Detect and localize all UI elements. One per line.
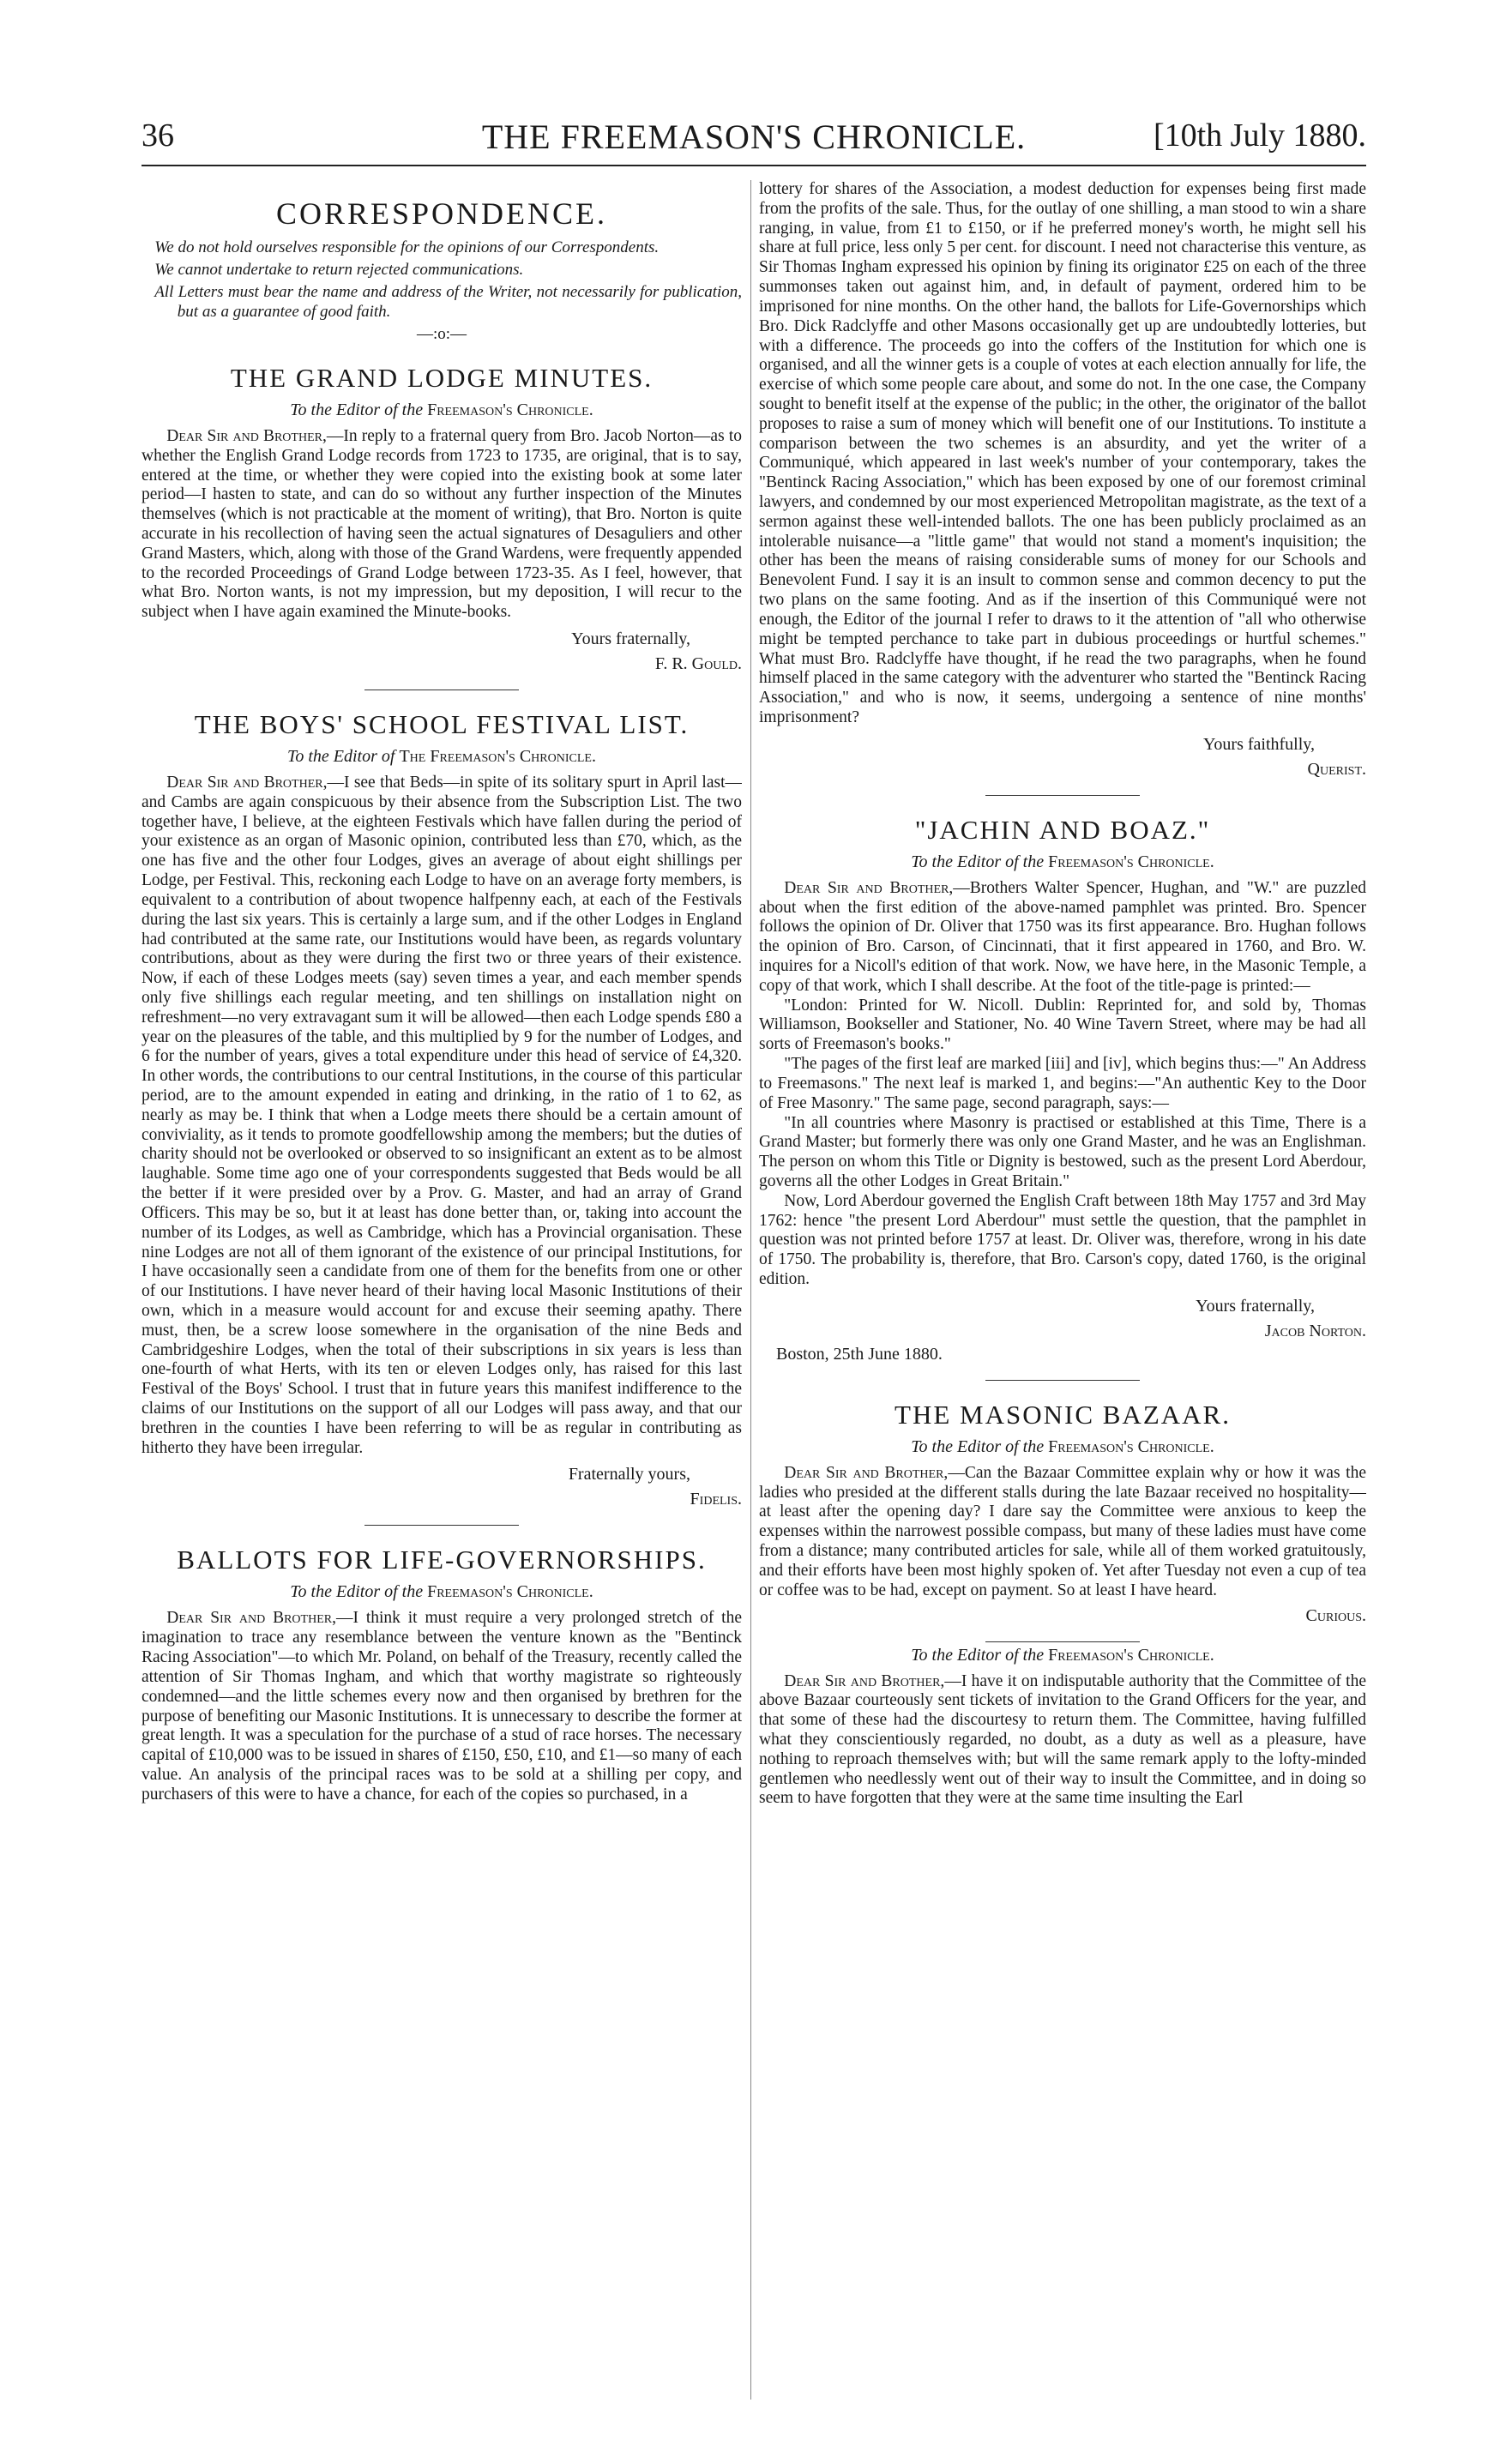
letter-body: [142, 427, 742, 623]
article-addressee: [142, 747, 742, 767]
left-column: [142, 180, 742, 2417]
page-number: 36: [142, 117, 174, 154]
article-boys-school-festival: [142, 709, 742, 1526]
addressee-prefix: To the Editor of the: [911, 1436, 1045, 1456]
editorial-notice-1: We do not hold ourselves responsible for the opinions of our Correspondents.: [154, 238, 660, 256]
divider: [985, 1641, 1140, 1642]
article-jachin-and-boaz: [759, 815, 1366, 1381]
salutation: Dear Sir and Brother,: [784, 1671, 945, 1690]
right-column: [759, 180, 1366, 2417]
quotation: "London: Printed for W. Nicoll. Dublin: Reprinted for, and sold by, Thomas Williamson, Bookseller and Stationer, No. 40 Wine Tavern Street, where may be had all sorts of Freemason's books.": [759, 996, 1366, 1054]
letter-signature: Querist.: [1307, 759, 1366, 779]
letter-signature: Jacob Norton.: [1264, 1321, 1366, 1340]
letter-body: [759, 1464, 1366, 1601]
addressee-prefix: To the Editor of the: [911, 852, 1045, 871]
article-masonic-bazaar: [759, 1400, 1366, 1642]
article-title: "JACHIN AND BOAZ.": [914, 814, 1211, 845]
addressee-paper: Freemason's Chronicle.: [1048, 852, 1214, 871]
letter-text: —I think it must require a very prolonged stretch of the imagination to trace any resemblance between the venture known as the "Bentinck Racing Association"—to which Mr. Poland, on behalf of the Treasury, recently called the attention of Sir Thomas Ingham, and which that worthy magistrate so righteously condemned—and the little schemes every now and then organised by brethren for the purpose of benefiting our Masonic Institutions. It is unnecessary to describe the former at great length. It was a speculation for the purchase of a stud of race horses. The necessary capital of £10,000 was to be issued in shares of £150, £50, £10, and £1—so many of each value. An analysis of the principal races was to be sold at a shilling per copy, and purchasers of this were to have a chance, for each of the copies so purchased, in a: [142, 1609, 742, 1804]
divider: [985, 795, 1140, 796]
newspaper-title: THE FREEMASON'S CHRONICLE.: [481, 117, 1027, 156]
addressee-paper: Freemason's Chronicle.: [427, 1582, 593, 1602]
article-title: THE MASONIC BAZAAR.: [895, 1399, 1231, 1430]
letter-body: [142, 774, 742, 1458]
issue-date: [10th July 1880.: [1153, 117, 1366, 154]
divider: [364, 1525, 519, 1526]
letter-body: [142, 1609, 742, 1804]
addressee-prefix: To the Editor of the: [911, 1645, 1045, 1665]
letter-text: —In reply to a fraternal query from Bro. Jacob Norton—as to whether the English Grand Lodge records from 1723 to 1735, are original, that is to say, entered at the time, or whether they were copied into the existing book at some later period—I hasten to state, and can do so without any further inspection of the Minutes themselves (which is not practicable at the moment of writing), that Bro. Norton is quite accurate in his recollection of having seen the actual signatures of Desaguliers and other Grand Masters, which, along with those of the Grand Wardens, were frequently appended to the recorded Proceedings of Grand Lodge between 1723-35. As I feel, however, that what Bro. Norton wants, is not my impression, but my deposition, I will recur to the subject when I have again examined the Minute-books.: [142, 426, 742, 622]
letter-closing: Yours faithfully,: [1202, 734, 1315, 754]
article-ballots-continued: [759, 180, 1366, 796]
addressee-prefix: To the Editor of the: [290, 1582, 424, 1602]
letter-closing: Yours fraternally,: [571, 629, 690, 648]
salutation: Dear Sir and Brother,: [166, 774, 328, 792]
letter-closing: Yours fraternally,: [1196, 1296, 1315, 1316]
editorial-notice-2: We cannot undertake to return rejected communications.: [154, 261, 524, 280]
letter-paragraph: Now, Lord Aberdour governed the English Craft between 18th May 1757 and 3rd May 1762: hence "the present Lord Aberdour" must settle the question, that the pamphlet in question was not printed before 1757 at least. Dr. Oliver was, therefore, wrong in his date of 1750. The probability is, therefore, that Bro. Carson's copy, dated 1760, is the original edition.: [759, 1191, 1366, 1288]
salutation: Dear Sir and Brother,: [784, 1463, 949, 1482]
letter-place-date: Boston, 25th June 1880.: [776, 1344, 943, 1364]
addressee-paper: Freemason's Chronicle.: [427, 400, 593, 419]
letter-signature: Fidelis.: [690, 1490, 742, 1509]
article-grand-lodge-minutes: [142, 363, 742, 690]
article-addressee: [759, 1437, 1366, 1457]
article-title: BALLOTS FOR LIFE-GOVERNORSHIPS.: [177, 1545, 707, 1575]
section-heading: CORRESPONDENCE.: [275, 196, 608, 231]
addressee-prefix: To the Editor of the: [290, 400, 424, 419]
letter-text: —I have it on indisputable authority that the Committee of the above Bazaar courteously sent tickets of invitation to the Grand Officers for the year, and that some of these had the discourtesy to return them. The Committee, having fulfilled what they conscientiously regarded, no doubt, as a duty as well as a pleasure, have nothing to reproach themselves with; but will the same remark apply to the lofty-minded gentlemen who needlessly went out of their way to insult the Committee, and in doing so seem to have forgotten that they were at the same time insulting the Earl: [759, 1671, 1366, 1808]
letter-closing: Fraternally yours,: [568, 1465, 690, 1484]
letter-text: —Brothers Walter Spencer, Hughan, and "W." are puzzled about when the first edition of the above-named pamphlet was printed. Bro. Spencer follows the opinion of Dr. Oliver that 1750 was its first appearance. Bro. Hughan follows the opinion of Bro. Carson, of Cincinnati, that it first appeared in 1760, and Bro. W. inquires for a Nicoll's edition of that work. Now, we have here, in the Masonic Temple, a copy of that work, which I shall describe. At the foot of the title-page is printed:—: [759, 878, 1366, 995]
salutation: Dear Sir and Brother,: [166, 1609, 336, 1628]
editorial-notice-3: All Letters must bear the name and address of the Writer, not necessarily for publication, but as a guarantee of good faith.: [154, 283, 742, 321]
letter-signature: Curious.: [1305, 1605, 1366, 1625]
article-addressee: [142, 400, 742, 420]
letter-text: —Can the Bazaar Committee explain why or how it was the ladies who presided at the different stalls during the late Bazaar received no hospitality—at least after the opening day? I dare say the Committee were anxious to keep the expenses within the narrowest possible compass, but many of these ladies must have come from a distance; many contributed articles for sale, while all of them worked gratuitously, and their efforts have been most highly spoken of. Yet after Tuesday not even a cup of tea or coffee was to be had, except on payment. So at least I have heard.: [759, 1463, 1366, 1599]
letter-body: [759, 879, 1366, 997]
quotation: "The pages of the first leaf are marked [iii] and [iv], which begins thus:—" An Address to Freemasons." The next leaf is marked 1, and begins:—"An authentic Key to the Door of Free Masonry." The same page, second paragraph, says:—: [759, 1055, 1366, 1112]
letter-signature: F. R. Gould.: [654, 654, 742, 673]
divider: [985, 1380, 1140, 1381]
salutation: Dear Sir and Brother,: [784, 878, 954, 897]
article-addressee: [759, 852, 1366, 872]
article-bazaar-invitations: [759, 1646, 1366, 1810]
page-header: [142, 110, 1366, 166]
article-title: THE GRAND LODGE MINUTES.: [230, 362, 654, 393]
addressee-paper: The Freemason's Chronicle.: [399, 747, 596, 766]
separator: —:o:—: [416, 324, 467, 343]
article-ballots-life-governorships: [142, 1545, 742, 1804]
quotation: "In all countries where Masonry is practised or established at this Time, There is a Grand Master; but formerly there was only one Grand Master, and he was an Englishman. The person on whom this Title or Dignity is bestowed, such as the present Lord Aberdour, governs all the other Lodges in Great Britain.": [759, 1113, 1366, 1190]
addressee-paper: Freemason's Chronicle.: [1048, 1436, 1214, 1456]
letter-text: —I see that Beds—in spite of its solitary spurt in April last—and Cambs are again conspicuous by their absence from the Subscription List. The two together have, I believe, at the eighteen Festivals which have fallen during the period of your existence as an organ of Masonic opinion, contributed less than £70, which, as the one has five and the other four Lodges, gives an average of about eight shillings per Lodge, per Festival. This, reckoning each Lodge to have on an average forty members, is equivalent to a contribution of about twopence halfpenny each, at each of the Festivals during the last six years. This is certainly a large sum, and if the other Lodges in England had contributed at the same rate, our Institutions would have been, as regards voluntary contributions, about as they were during the first two or three years of their existence. Now, if each of these Lodges meets (say) seven times a year, and each member spends only five shillings each regular meeting, and ten shillings on installation night on refreshment—no very extravagant sum it will be allowed—then each Lodge spends £80 a year on the pleasures of the table, and this multiplied by 9 for the number of Lodges, and 6 for the number of years, gives a total expenditure under this head of service of £4,320. In other words, the contributions to our central Institutions, in the course of this particular period, are to the amount expended in eating and drinking, in the ratio of 1 to 62, as nearly as may be. I think that when a Lodge meets there should be a certain amount of conviviality, as it tends to promote goodfellowship among the members; but the duties of charity should not be overlooked or observed to so insignificant an extent as to be almost laughable. Some time ago one of your correspondents suggested that Beds would be all the better if it were presided over by a Prov. G. Master, and had an array of Grand Officers. This may be so, but it at least has done better than, or, taking into account the number of its Lodges, as well as Cambridge, which has a Provincial organisation. These nine Lodges are not all of them ignorant of the existence of our principal Institutions, for I have occasionally seen a candidate from one of them for the benefits from one or other of our Institutions. I have never heard of their having local Masonic Institutions of their own, which in a measure would account for and excuse their seeming apathy. There must, then, be a screw loose somewhere in the organisation of the nine Beds and Cambridgeshire Lodges, when the total of their subscriptions in six years is less than one-fourth of what Herts, with its ten or eleven Lodges only, has raised for this last Festival of the Boys' School. I trust that in future years this manifest indifference to the claims of our Institutions on the support of all our Lodges will pass away, and that our brethren in the counties I have been referring to will be as regular in contributing as hitherto they have been irregular.: [142, 774, 742, 1457]
addressee-paper: Freemason's Chronicle.: [1048, 1645, 1214, 1665]
letter-text-continued: lottery for shares of the Association, a modest deduction for expenses being first made from the profits of the sale. Thus, for the outlay of one shilling, a man stood to win a share ranging, in value, from £1 to £150, or if he preferred money's worth, he might sell his share at full price, less only 5 per cent. for discount. I need not characterise this venture, as Sir Thomas Ingham expressed his opinion by fining its originator £25 on each of the three summonses taken out against him, and, in default of payment, ordered him to be imprisoned for nine months. On the other hand, the ballots for Life-Governorships which Bro. Dick Radclyffe and other Masons occasionally get up are undoubtedly lotteries, but with a difference. The proceeds go into the coffers of the Institution for which one is organised, and all the winner gets is a couple of votes at each election annually for life, the exercise of which some people care about, and some do not. In the one case, the Company sought to benefit itself at the expense of the public; in the other, the originator of the ballot proposes to raise a sum of money which will benefit one of our Institutions. To institute a comparison between the two schemes is an absurdity, and yet the writer of a Communiqué, which appeared in last week's number of your contemporary, takes the "Bentinck Racing Association," which has been exposed by one of our foremost criminal lawyers, and condemned by our most experienced Metropolitan magistrate, as the text of a sermon against these well-intended ballots. The one has been publicly proclaimed as an intolerable nuisance—a "little game" that would not stand a moment's inquisition; the other has been the means of raising considerable sums of money for our Schools and Benevolent Fund. I say it is an insult to common sense and common decency to put the two plans on the same footing. And as if the insertion of this Communiqué were not enough, the Editor of the journal I refer to draws to it the attention of "all who otherwise might be tempted perchance to take part in dubious proceedings or hurtful schemes." What must Bro. Radclyffe have thought, if he read the two paragraphs, when he found himself placed in the same category with the adventurer who started the "Bentinck Racing Association," and who is now, it seems, undergoing a sentence of nine months' imprisonment?: [759, 180, 1366, 726]
article-addressee: [759, 1646, 1366, 1665]
addressee-prefix: To the Editor of: [287, 747, 395, 766]
column-rule: [750, 180, 751, 2400]
article-title: THE BOYS' SCHOOL FESTIVAL LIST.: [194, 709, 690, 739]
letter-body: [759, 1672, 1366, 1810]
article-addressee: [142, 1582, 742, 1602]
salutation: Dear Sir and Brother,: [166, 426, 327, 445]
